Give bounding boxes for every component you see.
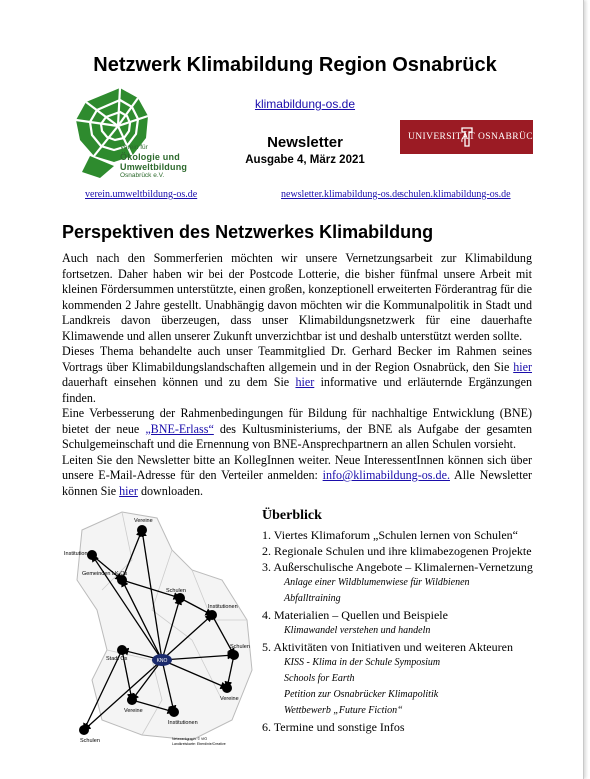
klimabildung-link[interactable]: klimabildung-os.de xyxy=(254,97,356,111)
paragraph-1: Auch nach den Sommerferien möchten wir unsere Vernetzungsarbeit zur Klimabildung fortsetzen. Daher haben wir bei der Postcode Lotterie, die bisher fünfmal unsere Arbeit mit kleinen Fördersummen unterstützte, einen großen, konzeptionell erweiterten Förderantrag für die kommenden 2 Jahre gestellt. Unabhängig davon möchten wir die Kommunalpolitik in Stadt und Landkreis davon überzeugen, dass unser Klimabildungsnetzwerk für eine dauerhafte Klimawende und allen unserer Zukunft unverzichtbar ist und deshalb unterstützt werden sollte. xyxy=(62,251,532,343)
vfoe-logo-text: Verein für Ökologie und Umweltbildung Osnabrück e.V. xyxy=(120,144,188,179)
paragraph-2: Dieses Thema behandelte auch unser Teammitglied Dr. Gerhard Becker im Rahmen seines Vortrags über Klimabildungslandschaften allgemein und in der Region Osnabrück, den Sie hier dauerhaft einsehen können und zu dem Sie hier informative und erläuternde Ergänzungen finden. xyxy=(62,344,532,405)
newsletter-heading: Newsletter xyxy=(267,134,343,151)
network-map xyxy=(62,500,259,750)
map-label: Schulen xyxy=(166,588,186,594)
newsletter-title: Netzwerk Klimabildung Region Osnabrück xyxy=(93,54,497,76)
overview xyxy=(262,508,542,735)
overview-item[interactable]: 3. Außerschulische Angebote – Klimalernen-Vernetzung xyxy=(262,560,533,574)
map-label: Institutionen xyxy=(208,604,238,610)
university-logo: UNIVERSITÄT OSNABRÜCK xyxy=(400,120,533,154)
map-label: Stadt Os xyxy=(106,656,128,662)
overview-subitem[interactable]: KISS - Klima in der Schule Symposium xyxy=(284,657,441,668)
overview-item[interactable]: 6. Termine und sonstige Infos xyxy=(262,720,405,734)
vfoe-logo xyxy=(70,86,210,186)
map-footnote: Landkreiskarte: Eberdinie/Creative xyxy=(172,742,226,746)
paragraph-4: Leiten Sie den Newsletter bitte an KollegInnen weiter. Neue InteressentInnen können sich über unsere E-Mail-Adresse für den Verteiler anmelden: info@klimabildung-os.de. Alle Newsletter können Sie hier downloaden. xyxy=(62,452,532,498)
overview-item[interactable]: 2. Regionale Schulen und ihre klimabezogenen Projekte xyxy=(262,544,532,558)
download-link[interactable]: hier xyxy=(119,483,138,498)
overview-subitem[interactable]: Wettbewerb „Future Fiction“ xyxy=(284,705,403,716)
map-label: Vereine xyxy=(220,696,239,702)
overview-item[interactable]: 4. Materialien – Quellen und Beispiele xyxy=(262,608,448,622)
overview-subitem[interactable]: Anlage einer Wildblumenwiese für Wildbienen xyxy=(284,577,470,588)
vortrag-link[interactable]: hier xyxy=(513,359,532,374)
map-label: Institutionen xyxy=(168,720,198,726)
overview-item[interactable]: 1. Viertes Klimaforum „Schulen lernen von Schulen“ xyxy=(262,528,518,542)
map-label: Schulen xyxy=(230,644,250,650)
map-footnote: Netzwerkgraph: © VfÖ xyxy=(172,737,208,741)
bne-erlass-link[interactable]: „BNE-Erlass“ xyxy=(145,421,214,436)
article-title: Perspektiven des Netzwerkes Klimabildung xyxy=(62,222,434,242)
university-crest-icon xyxy=(460,126,474,148)
schulen-link[interactable]: schulen.klimabildung-os.de xyxy=(400,189,511,200)
map-label: Gemeinden LK Os xyxy=(82,571,128,577)
map-label: Institutionen xyxy=(64,551,94,557)
overview-subitem[interactable]: Schools for Earth xyxy=(284,673,355,684)
overview-item[interactable]: 5. Aktivitäten von Initiativen und weiteren Akteuren xyxy=(262,640,513,654)
ergaenzungen-link[interactable]: hier xyxy=(295,375,315,389)
map-label: Schulen xyxy=(80,738,100,744)
overview-subitem[interactable]: Klimawandel verstehen und handeln xyxy=(284,625,431,636)
map-center-label: KNO xyxy=(156,658,168,664)
email-link[interactable]: info@klimabildung-os.de. xyxy=(322,468,450,482)
overview-subitem[interactable]: Abfalltraining xyxy=(284,593,341,604)
newsletter-link[interactable]: newsletter.klimabildung-os.de xyxy=(281,189,402,200)
paragraph-3: Eine Verbesserung der Rahmenbedingungen für Bildung für nachhaltige Entwicklung (BNE) bietet der neue „BNE-Erlass“ des Kultusministeriums, der BNE als Aufgabe der gesamten Schulgemeinschaft und die Ernennung von BNE-Ansprechpartnern an allen Schulen vorsieht. xyxy=(62,406,532,451)
verein-link[interactable]: verein.umweltbildung-os.de xyxy=(85,189,198,200)
network-map-graphic xyxy=(62,500,259,750)
issue-info: Ausgabe 4, März 2021 xyxy=(245,154,365,166)
overview-list xyxy=(262,527,542,735)
article-body xyxy=(62,251,532,499)
overview-title: Überblick xyxy=(262,508,322,523)
map-label: Vereine xyxy=(134,518,153,524)
overview-subitem[interactable]: Petition zur Osnabrücker Klimapolitik xyxy=(284,689,439,700)
map-label: Vereine xyxy=(124,708,143,714)
